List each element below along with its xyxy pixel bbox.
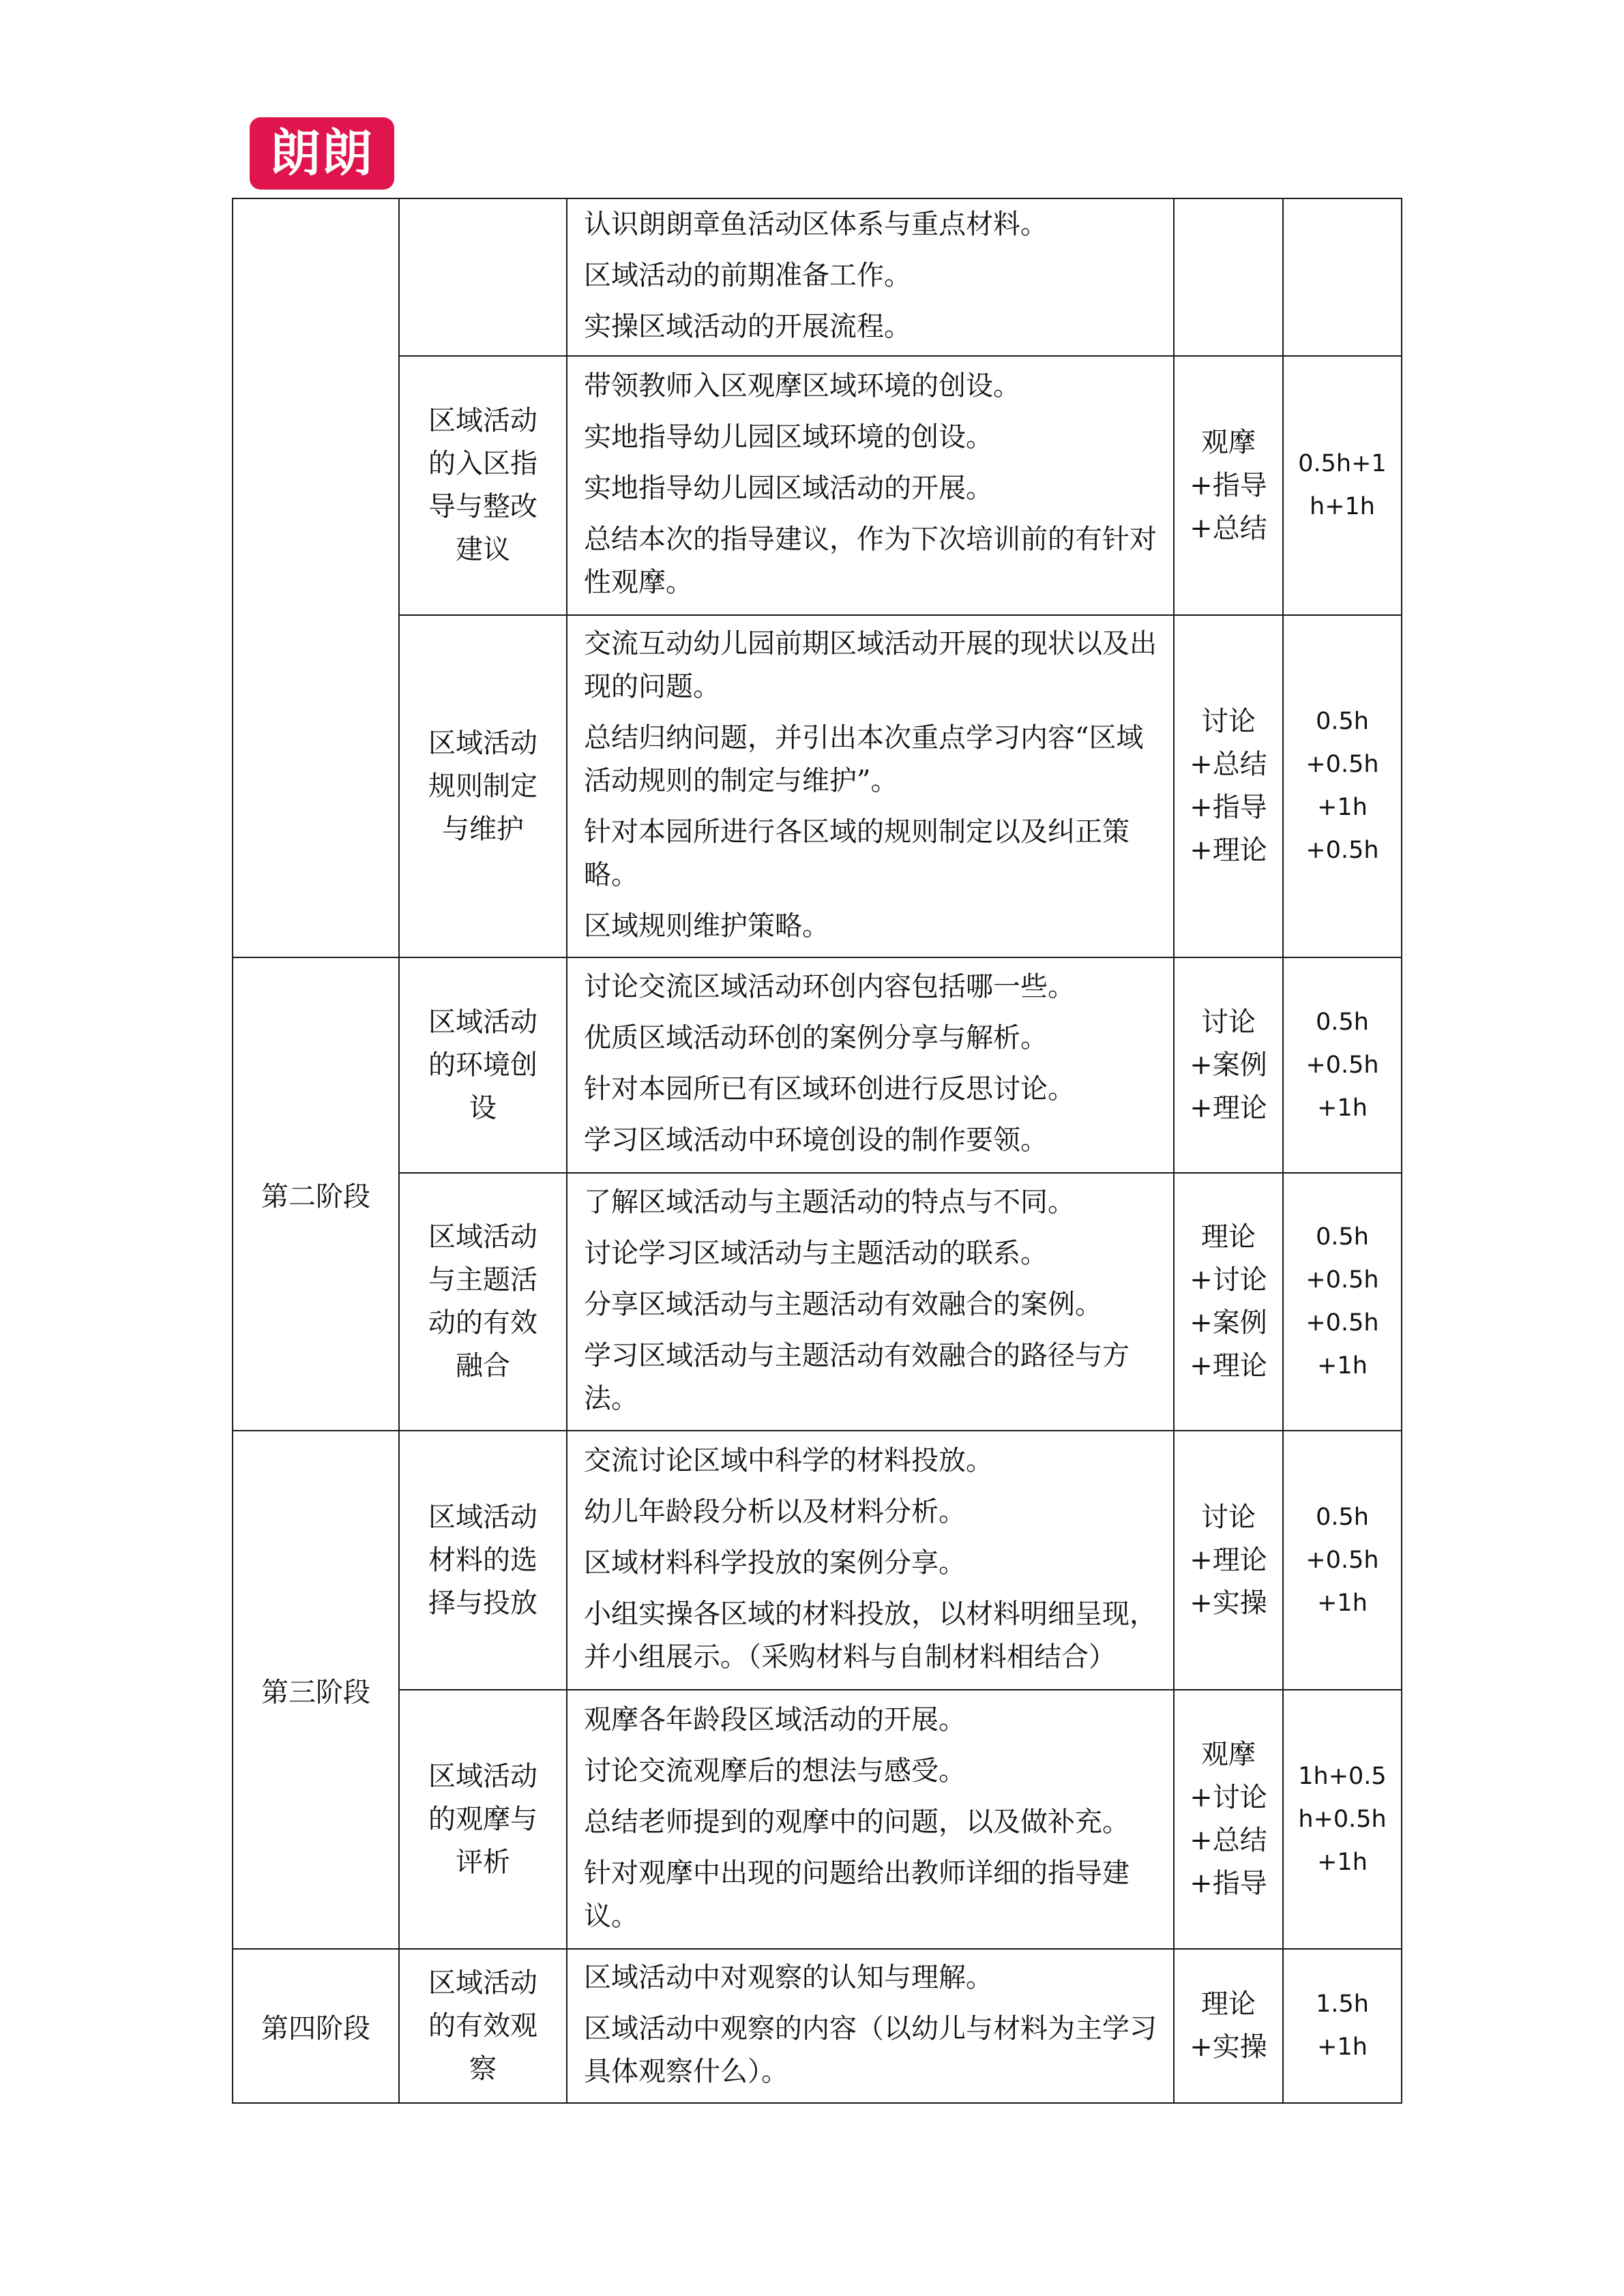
method-cell: 讨论 +总结 +指导 +理论 xyxy=(1174,615,1283,957)
content-cell: 交流互动幼儿园前期区域活动开展的现状以及出现的问题。 总结归纳问题，并引出本次重点学习内容“区域活动规则的制定与维护”。 针对本园所进行各区域的规则制定以及纠正策略。 区域规则维护策略。 xyxy=(567,615,1174,957)
table-row xyxy=(233,1431,1402,1690)
content-cell: 认识朗朗章鱼活动区体系与重点材料。 区域活动的前期准备工作。 实操区域活动的开展流程。 xyxy=(567,198,1174,356)
method-cell: 讨论 +案例 +理论 xyxy=(1174,957,1283,1173)
hours-cell: 1h+0.5 h+0.5h +1h xyxy=(1283,1690,1402,1949)
method-cell: 观摩 +指导 +总结 xyxy=(1174,356,1283,615)
hours-cell: 0.5h +0.5h +0.5h +1h xyxy=(1283,1173,1402,1431)
topic-cell: 区域活动 的观摩与 评析 xyxy=(399,1690,567,1949)
stage-cell: 第四阶段 xyxy=(233,1949,399,2103)
table-row xyxy=(233,1949,1402,2103)
stage-cell: 第三阶段 xyxy=(233,1431,399,1949)
content-cell: 交流讨论区域中科学的材料投放。 幼儿年龄段分析以及材料分析。 区域材料科学投放的案例分享。 小组实操各区域的材料投放，以材料明细呈现，并小组展示。（采购材料与自制材料相结合） xyxy=(567,1431,1174,1690)
hours-cell xyxy=(1283,198,1402,356)
method-cell xyxy=(1174,198,1283,356)
training-schedule-table xyxy=(232,198,1402,2104)
topic-cell: 区域活动 的入区指 导与整改 建议 xyxy=(399,356,567,615)
hours-cell: 0.5h+1 h+1h xyxy=(1283,356,1402,615)
method-cell: 理论 +实操 xyxy=(1174,1949,1283,2103)
topic-cell: 区域活动 材料的选 择与投放 xyxy=(399,1431,567,1690)
method-cell: 讨论 +理论 +实操 xyxy=(1174,1431,1283,1690)
table-row xyxy=(233,1173,1402,1431)
hours-cell: 0.5h +0.5h +1h xyxy=(1283,1431,1402,1690)
topic-cell: 区域活动 的环境创 设 xyxy=(399,957,567,1173)
content-cell: 观摩各年龄段区域活动的开展。 讨论交流观摩后的想法与感受。 总结老师提到的观摩中的问题，以及做补充。 针对观摩中出现的问题给出教师详细的指导建议。 xyxy=(567,1690,1174,1949)
table-row xyxy=(233,957,1402,1173)
table-row xyxy=(233,615,1402,957)
hours-cell: 1.5h +1h xyxy=(1283,1949,1402,2103)
topic-cell xyxy=(399,198,567,356)
content-cell: 讨论交流区域活动环创内容包括哪一些。 优质区域活动环创的案例分享与解析。 针对本园所已有区域环创进行反思讨论。 学习区域活动中环境创设的制作要领。 xyxy=(567,957,1174,1173)
method-cell: 理论 +讨论 +案例 +理论 xyxy=(1174,1173,1283,1431)
content-cell: 带领教师入区观摩区域环境的创设。 实地指导幼儿园区域环境的创设。 实地指导幼儿园区域活动的开展。 总结本次的指导建议，作为下次培训前的有针对性观摩。 xyxy=(567,356,1174,615)
stage-cell: 第二阶段 xyxy=(233,957,399,1431)
brand-logo: 朗朗 xyxy=(250,117,394,190)
stage-cell xyxy=(233,198,399,957)
table-row xyxy=(233,198,1402,356)
topic-cell: 区域活动 与主题活 动的有效 融合 xyxy=(399,1173,567,1431)
hours-cell: 0.5h +0.5h +1h +0.5h xyxy=(1283,615,1402,957)
method-cell: 观摩 +讨论 +总结 +指导 xyxy=(1174,1690,1283,1949)
hours-cell: 0.5h +0.5h +1h xyxy=(1283,957,1402,1173)
table-row xyxy=(233,356,1402,615)
table-row xyxy=(233,1690,1402,1949)
topic-cell: 区域活动 规则制定 与维护 xyxy=(399,615,567,957)
content-cell: 区域活动中对观察的认知与理解。 区域活动中观察的内容（以幼儿与材料为主学习具体观察什么）。 xyxy=(567,1949,1174,2103)
content-cell: 了解区域活动与主题活动的特点与不同。 讨论学习区域活动与主题活动的联系。 分享区域活动与主题活动有效融合的案例。 学习区域活动与主题活动有效融合的路径与方法。 xyxy=(567,1173,1174,1431)
topic-cell: 区域活动 的有效观 察 xyxy=(399,1949,567,2103)
